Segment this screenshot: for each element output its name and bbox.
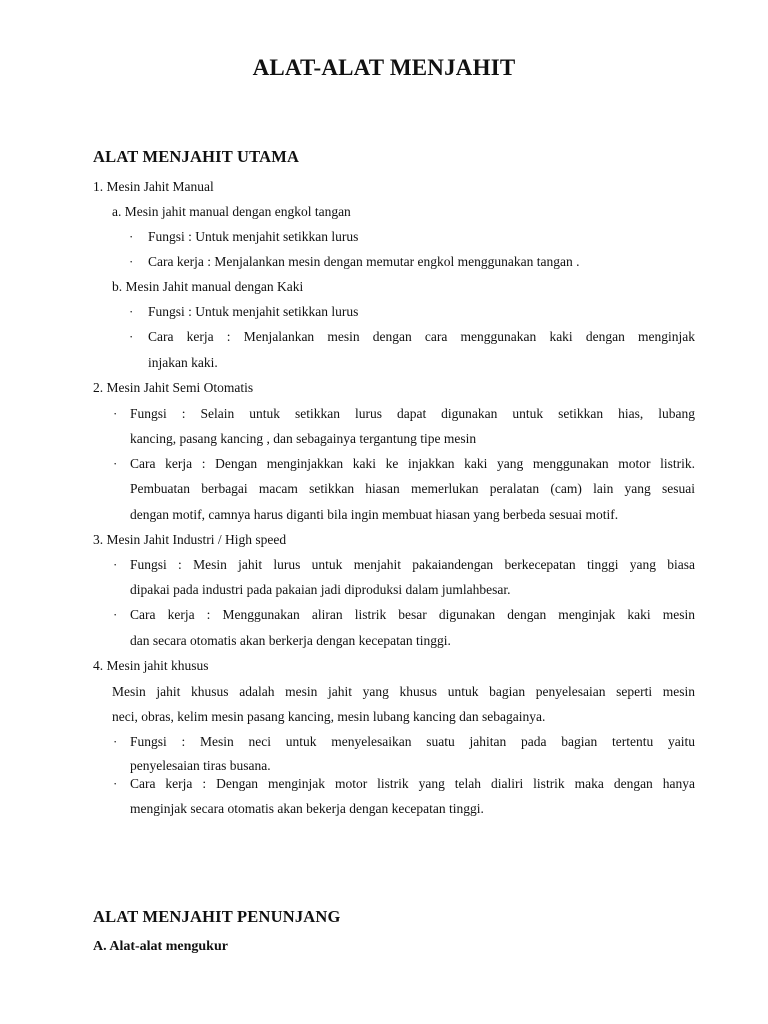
list-item-1a: a. Mesin jahit manual dengan engkol tangan bbox=[112, 204, 351, 219]
bullet-icon: · bbox=[113, 406, 118, 421]
bullet-icon: · bbox=[113, 557, 118, 572]
page-title: ALAT-ALAT MENJAHIT bbox=[252, 55, 516, 80]
subsection-heading: A. Alat-alat mengukur bbox=[93, 939, 228, 954]
bullet-icon: · bbox=[113, 734, 118, 749]
bullet-icon: · bbox=[129, 254, 134, 269]
section-heading-utama: ALAT MENJAHIT UTAMA bbox=[93, 147, 300, 166]
text-line: menginjak secara otomatis akan bekerja dengan kecepatan tinggi. bbox=[130, 801, 484, 816]
list-item-1b: b. Mesin Jahit manual dengan Kaki bbox=[112, 279, 304, 294]
text-line: penyelesaian tiras busana. bbox=[130, 758, 271, 773]
text-line: dan secara otomatis akan berkerja dengan kecepatan tinggi. bbox=[130, 633, 451, 648]
text-line: Cara kerja : Menjalankan mesin dengan cara menggunakan kaki dengan menginjak bbox=[148, 329, 695, 344]
text-line: kancing, pasang kancing , dan sebagainya tergantung tipe mesin bbox=[130, 431, 477, 446]
text-line: neci, obras, kelim mesin pasang kancing, mesin lubang kancing dan sebagainya. bbox=[112, 709, 546, 724]
text-line: Fungsi : Untuk menjahit setikkan lurus bbox=[148, 304, 359, 319]
text-line: Fungsi : Mesin jahit lurus untuk menjahit pakaiandengan berkecepatan tinggi yang biasa bbox=[130, 557, 695, 572]
bullet-icon: · bbox=[129, 304, 134, 319]
text-line: dengan motif, camnya harus diganti bila ingin membuat hiasan yang berbeda sesuai motif. bbox=[130, 507, 619, 522]
bullet-icon: · bbox=[113, 607, 118, 622]
list-item-3: 3. Mesin Jahit Industri / High speed bbox=[93, 532, 287, 547]
list-item-1: 1. Mesin Jahit Manual bbox=[93, 179, 214, 194]
text-line: Cara kerja : Dengan menginjakkan kaki ke injakkan kaki yang menggunakan motor listrik. bbox=[130, 456, 695, 471]
text-line: injakan kaki. bbox=[148, 355, 218, 370]
bullet-icon: · bbox=[129, 329, 134, 344]
text-line: Cara kerja : Dengan menginjak motor listrik yang telah dialiri listrik maka dengan hanya bbox=[130, 776, 695, 791]
section-heading-penunjang: ALAT MENJAHIT PENUNJANG bbox=[93, 907, 341, 926]
bullet-icon: · bbox=[113, 776, 118, 791]
list-item-4: 4. Mesin jahit khusus bbox=[93, 658, 209, 673]
text-line: Mesin jahit khusus adalah mesin jahit yang khusus untuk bagian penyelesaian seperti mesin bbox=[112, 684, 695, 699]
text-line: Fungsi : Mesin neci untuk menyelesaikan suatu jahitan pada bagian tertentu yaitu bbox=[130, 734, 695, 749]
text-line: Fungsi : Selain untuk setikkan lurus dapat digunakan untuk setikkan hias, lubang bbox=[130, 406, 695, 421]
text-line: Pembuatan berbagai macam setikkan hiasan memerlukan peralatan (cam) lain yang sesuai bbox=[130, 481, 695, 496]
list-item-2: 2. Mesin Jahit Semi Otomatis bbox=[93, 380, 254, 395]
bullet-icon: · bbox=[129, 229, 134, 244]
text-line: Cara kerja : Menggunakan aliran listrik besar digunakan dengan menginjak kaki mesin bbox=[130, 607, 695, 622]
text-line: dipakai pada industri pada pakaian jadi diproduksi dalam jumlahbesar. bbox=[130, 582, 511, 597]
bullet-icon: · bbox=[113, 456, 118, 471]
text-line: Fungsi : Untuk menjahit setikkan lurus bbox=[148, 229, 359, 244]
text-line: Cara kerja : Menjalankan mesin dengan memutar engkol menggunakan tangan . bbox=[148, 254, 580, 269]
